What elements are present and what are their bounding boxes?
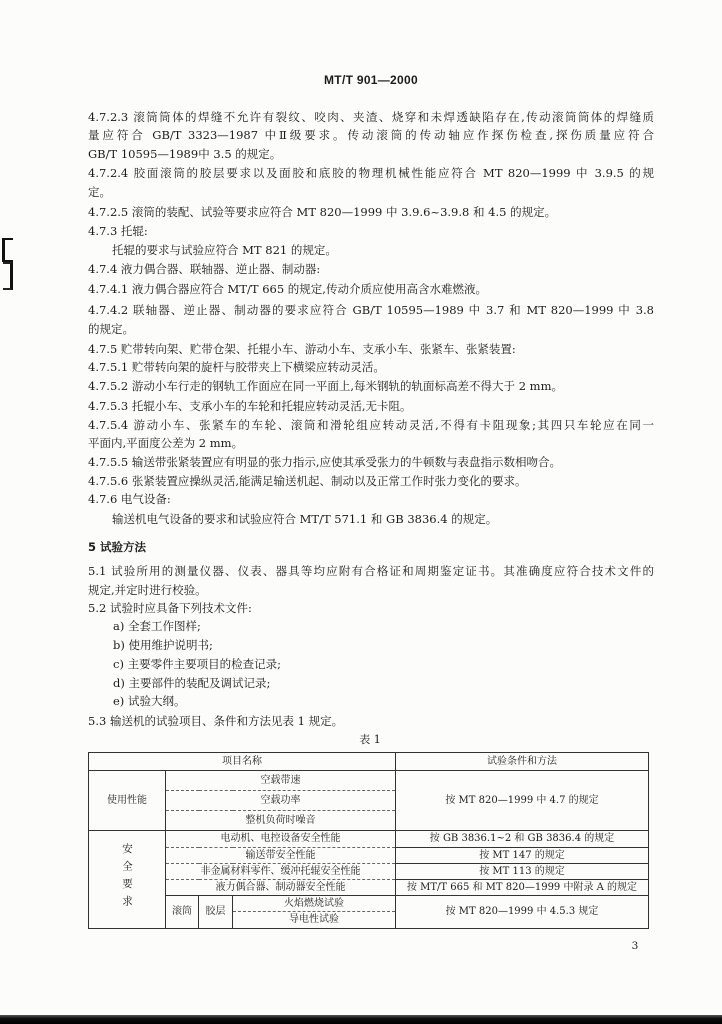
clause-5-2-item-a: a) 全套工作图样; (113, 619, 201, 633)
test-conductivity: 导电性试验 (233, 912, 396, 929)
clause-4-7-5-1: 4.7.5.1 贮带转向架的旋杆与胶带夹上下横梁应转动灵活。 (88, 360, 385, 374)
item-no-load-belt-speed: 空载带速 (166, 771, 396, 791)
item-belt-safety: 输送带安全性能 (166, 848, 396, 864)
clause-5-2-item-c: c) 主要零件主要项目的检查记录; (113, 657, 281, 671)
clause-4-7-5-2: 4.7.5.2 游动小车行走的钢轨工作面应在同一平面上,每米钢轨的轨面标高差不得大于 2 mm。 (88, 379, 563, 393)
table-row (89, 848, 649, 864)
clause-4-7-3-body: 托辊的要求与试验应符合 MT 821 的规定。 (112, 243, 337, 257)
item-no-load-power: 空载功率 (166, 791, 396, 811)
table-row (89, 771, 649, 791)
clause-5-2-item-b: b) 使用维护说明书; (113, 638, 213, 652)
clause-4-7-6-body: 输送机电气设备的要求和试验应符合 MT/T 571.1 和 GB 3836.4 的规定。 (112, 512, 498, 526)
item-motor-safety: 电动机、电控设备安全性能 (166, 831, 396, 848)
clause-4-7-2-4-line-1: 4.7.2.4 胶面滚筒的胶层要求以及面胶和底胶的物理机械性能应符合 MT 820—1999 中 3.9.5 的规 (88, 166, 654, 180)
table-header-row (89, 753, 649, 771)
table-1 (88, 752, 649, 929)
drum-part: 滚筒 (166, 896, 199, 929)
clause-4-7-3-title: 4.7.3 托辊: (88, 224, 148, 238)
method-belt-safety: 按 MT 147 的规定 (396, 848, 649, 864)
clause-5-2-item-d: d) 主要部件的装配及调试记录; (113, 676, 271, 690)
clause-4-7-2-3-line-1: 4.7.2.3 滚筒筒体的焊缝不允许有裂纹、咬肉、夹渣、烧穿和未焊透缺陷存在,传动滚筒筒体的焊缝质 (88, 110, 654, 124)
item-load-noise: 整机负荷时噪音 (166, 811, 396, 831)
method-usage: 按 MT 820—1999 中 4.7 的规定 (396, 771, 649, 831)
test-flame-burning: 火焰燃烧试验 (233, 896, 396, 912)
method-nonmetal-safety: 按 MT 113 的规定 (396, 864, 649, 880)
method-coupling-safety: 按 MT/T 665 和 MT 820—1999 中附录 A 的规定 (396, 880, 649, 896)
clause-4-7-5-4-line-1: 4.7.5.4 游动小车、张紧车的车轮、滚筒和滑轮组应转动灵活,不得有卡阻现象;其四只车轮应在同一 (88, 418, 654, 432)
header-item-name: 项目名称 (89, 753, 396, 771)
table-row (89, 880, 649, 896)
clause-4-7-2-4-line-2: 定。 (88, 185, 111, 199)
clause-4-7-4-1: 4.7.4.1 液力偶合器应符合 MT/T 665 的规定,传动介质应使用高含水难燃液。 (88, 282, 487, 296)
clause-4-7-5-4-line-2: 平面内,平面度公差为 2 mm。 (88, 436, 244, 450)
header-test-method: 试验条件和方法 (396, 753, 649, 771)
clause-4-7-2-3-line-2: 量应符合 GB/T 3323—1987 中Ⅱ级要求。传动滚筒的传动轴应作探伤检查,探伤质量应符合 (88, 128, 654, 142)
clause-5-3: 5.3 输送机的试验项目、条件和方法见表 1 规定。 (88, 714, 344, 728)
item-coupling-safety: 液力偶合器、制动器安全性能 (166, 880, 396, 896)
table-row (89, 831, 649, 848)
clause-4-7-2-5: 4.7.2.5 滚筒的装配、试验等要求应符合 MT 820—1999 中 3.9.6~3.9.8 和 4.5 的规定。 (88, 205, 557, 219)
table-row (89, 896, 649, 912)
clause-4-7-2-3-line-3: GB/T 10595—1989中 3.5 的规定。 (88, 147, 282, 161)
table-row (89, 864, 649, 880)
clause-4-7-5-title: 4.7.5 贮带转向架、贮带仓架、托辊小车、游动小车、支承小车、张紧车、张紧装置: (88, 342, 516, 356)
item-nonmetal-safety: 非金属材料零件、缓冲托辊安全性能 (166, 864, 396, 880)
clause-4-7-5-3: 4.7.5.3 托辊小车、支承小车的车轮和托辊应转动灵活,无卡阻。 (88, 399, 412, 413)
clause-4-7-4-2-line-1: 4.7.4.2 联轴器、逆止器、制动器的要求应符合 GB/T 10595—1989 中 3.7 和 MT 820—1999 中 3.8 (88, 303, 654, 317)
clause-4-7-6-title: 4.7.6 电气设备: (88, 492, 171, 506)
clause-4-7-5-6: 4.7.5.6 张紧装置应操纵灵活,能满足输送机起、制动以及正常工作时张力变化的要求。 (88, 474, 527, 488)
standard-code-header: MT/T 901—2000 (324, 73, 418, 87)
page-number: 3 (631, 940, 639, 952)
clause-4-7-4-title: 4.7.4 液力偶合器、联轴器、逆止器、制动器: (88, 262, 321, 276)
table-caption: 表 1 (359, 733, 381, 746)
drum-rubber-layer: 胶层 (199, 896, 233, 929)
clause-5-2-intro: 5.2 试验时应具备下列技术文件: (88, 601, 252, 615)
clause-5-1-line-2: 规定,并定时进行校验。 (88, 583, 207, 597)
group-safety-requirements (89, 831, 166, 929)
method-motor-safety: 按 GB 3836.1~2 和 GB 3836.4 的规定 (396, 831, 649, 848)
group-usage-performance: 使用性能 (89, 771, 166, 831)
scan-artifact-bottom-edge (0, 1015, 722, 1024)
scan-artifact-left-top (2, 238, 13, 262)
clause-4-7-4-2-line-2: 的规定。 (88, 322, 134, 336)
method-drum: 按 MT 820—1999 中 4.5.3 规定 (396, 896, 649, 929)
chapter-5-title: 5 试验方法 (88, 540, 147, 554)
clause-4-7-5-5: 4.7.5.5 输送带张紧装置应有明显的张力指示,应使其承受张力的牛顿数与表盘指示数相吻合。 (88, 455, 562, 469)
clause-5-2-item-e: e) 试验大纲。 (113, 694, 186, 708)
safety-group-label: 安全要求 (121, 842, 133, 913)
clause-5-1-line-1: 5.1 试验所用的测量仪器、仪表、器具等均应附有合格证和周期鉴定证书。其准确度应符合技术文件的 (88, 564, 654, 578)
scan-artifact-left-bottom (3, 262, 13, 290)
